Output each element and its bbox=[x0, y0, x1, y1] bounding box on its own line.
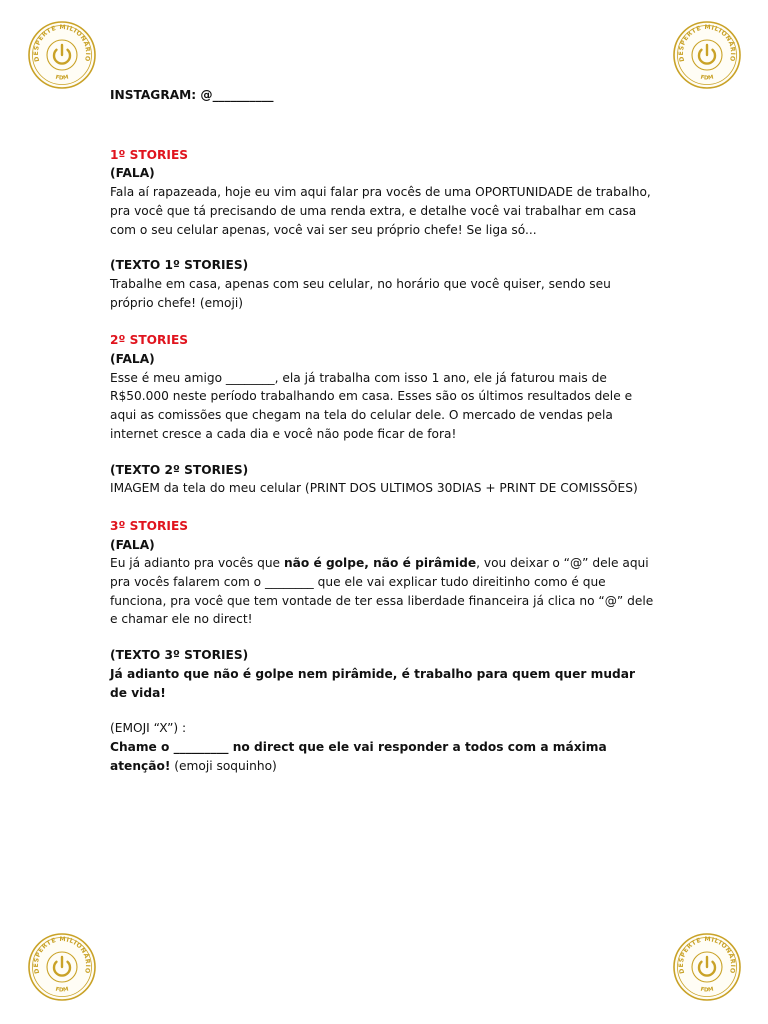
svg-text:DESPERTE MILIONÁRIO: DESPERTE MILIONÁRIO bbox=[32, 936, 92, 975]
svg-text:FDM: FDM bbox=[54, 986, 70, 994]
story3-fala-pre: Eu já adianto pra vocês que bbox=[110, 556, 284, 571]
story3-fala-label: (FALA) bbox=[110, 537, 155, 552]
story3-texto-text: Já adianto que não é golpe nem pirâmide, é trabalho para quem quer mudar de vida! bbox=[110, 666, 635, 700]
brand-seal-top-left bbox=[27, 20, 97, 90]
emoji-x-tail-text: (emoji soquinho) bbox=[170, 758, 277, 773]
story3-title: 3º STORIES bbox=[110, 518, 189, 533]
story3-fala-text bbox=[110, 554, 655, 629]
story2-texto-label: (TEXTO 2º STORIES) bbox=[110, 462, 249, 477]
story1-title: 1º STORIES bbox=[110, 147, 189, 162]
document-body bbox=[110, 86, 655, 775]
svg-text:DESPERTE MILIONÁRIO: DESPERTE MILIONÁRIO bbox=[677, 24, 737, 63]
emoji-x-label: (EMOJI “X”) : bbox=[110, 721, 187, 736]
story2-title: 2º STORIES bbox=[110, 333, 189, 348]
story1-texto-text: Trabalhe em casa, apenas com seu celular, no horário que você quiser, sendo seu próprio chefe! (emoji) bbox=[110, 276, 611, 310]
emoji-x-text bbox=[110, 738, 655, 775]
story1-texto-label: (TEXTO 1º STORIES) bbox=[110, 258, 249, 273]
brand-seal-top-right bbox=[672, 20, 742, 90]
story1-fala-text: Fala aí rapazeada, hoje eu vim aqui falar pra vocês de uma OPORTUNIDADE de trabalho, pra você que tá precisando de uma renda extra, e detalhe você vai trabalhar em casa com o seu celular apenas, você vai ser seu próprio chefe! Se liga só... bbox=[110, 185, 651, 237]
svg-text:FDM: FDM bbox=[699, 74, 715, 82]
svg-text:DESPERTE MILIONÁRIO: DESPERTE MILIONÁRIO bbox=[32, 24, 92, 63]
brand-seal-bottom-left bbox=[27, 932, 97, 1002]
story2-fala-text: Esse é meu amigo ________, ela já trabalha com isso 1 ano, ele já faturou mais de R$50.000 neste período trabalhando em casa. Esses são os últimos resultados dele e aqui as comissões que chegam na tela do celular dele. O mercado de vendas pela internet cresce a cada dia e você não pode ficar de fora! bbox=[110, 370, 633, 441]
svg-text:FDM: FDM bbox=[699, 986, 715, 994]
emoji-x-bold-text: Chame o _________ no direct que ele vai responder a todos com a máxima atenção! bbox=[110, 739, 607, 773]
brand-seal-bottom-right bbox=[672, 932, 742, 1002]
story1-fala-label: (FALA) bbox=[110, 166, 155, 181]
story3-texto-label: (TEXTO 3º STORIES) bbox=[110, 648, 249, 663]
svg-text:FDM: FDM bbox=[54, 74, 70, 82]
story2-fala-label: (FALA) bbox=[110, 352, 155, 367]
story3-fala-bold: não é golpe, não é pirâmide bbox=[283, 556, 477, 571]
story3-fala-post: , vou deixar o “@” dele aqui pra vocês falarem com o ________ que ele vai explicar tudo direitinho como é que funciona, pra você que tem vontade de ter essa liberdade financeira já clica no “@” dele e chamar ele no direct! bbox=[110, 556, 654, 627]
instagram-handle-line: INSTAGRAM: @__________ bbox=[110, 88, 274, 102]
story2-texto-text: IMAGEM da tela do meu celular (PRINT DOS ULTIMOS 30DIAS + PRINT DE COMISSÕES) bbox=[110, 481, 638, 496]
svg-text:DESPERTE MILIONÁRIO: DESPERTE MILIONÁRIO bbox=[677, 936, 737, 975]
